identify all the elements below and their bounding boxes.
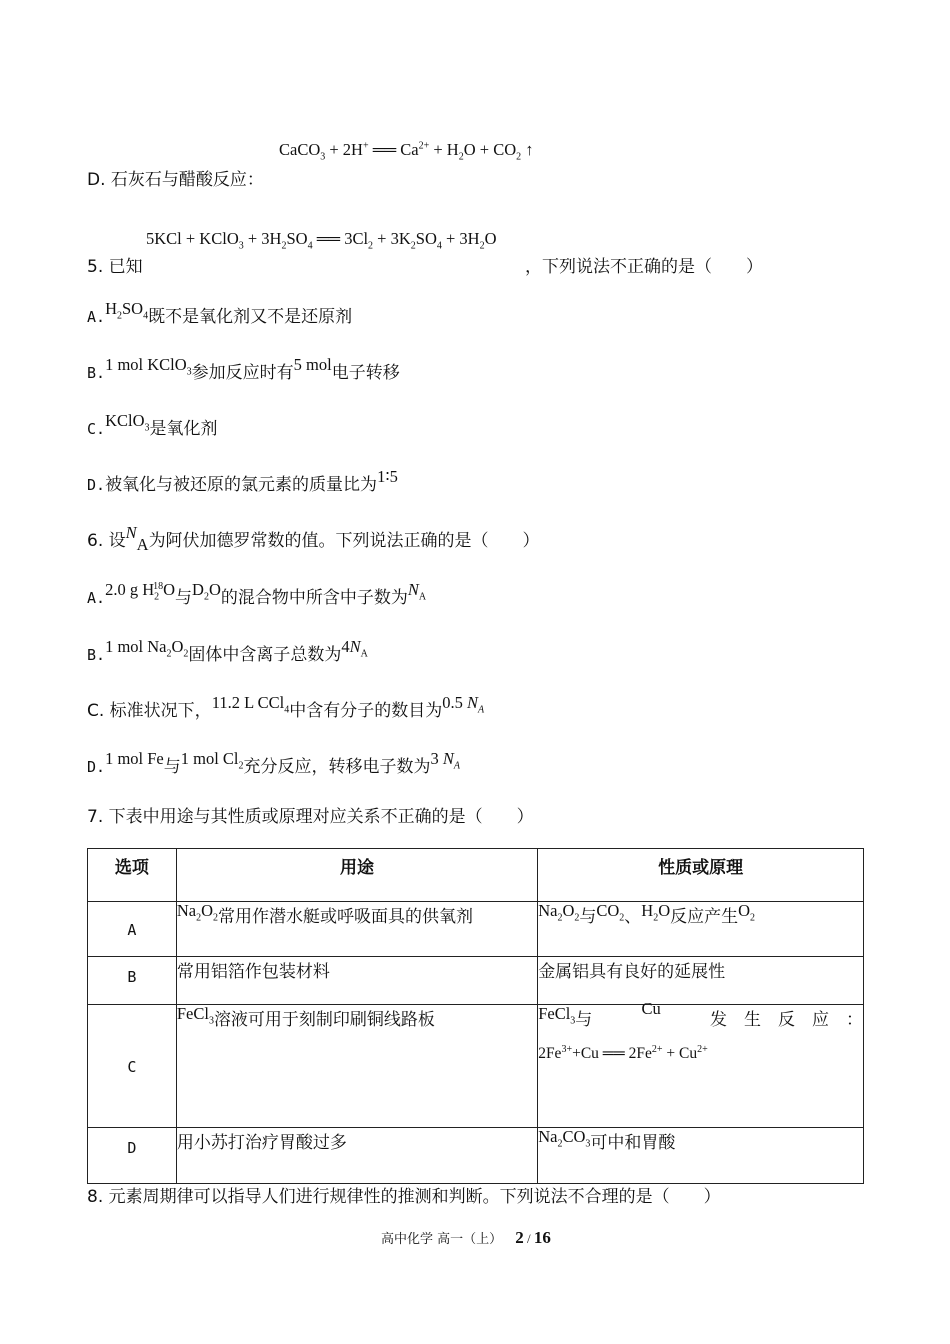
option-label: D: [127, 1139, 137, 1157]
option-label: B: [127, 968, 137, 986]
q5-stem-a: 5. 已知: [87, 257, 143, 277]
table-row: [88, 1128, 864, 1184]
property-cell: 金属铝具有良好的延展性: [538, 957, 864, 1005]
q5-option-c: C.KClO$_3$是氧化剂: [87, 411, 218, 439]
table-header-row: [88, 849, 864, 902]
header-option: 选项: [88, 849, 177, 902]
page-total: 16: [533, 1228, 551, 1247]
option-label: A: [127, 920, 137, 939]
table-row: [88, 902, 864, 957]
q7-table: [87, 848, 864, 1184]
q5-option-a: $A.H_2SO_4$既不是氧化剂又不是还原剂: [87, 299, 353, 327]
q6-option-b: B.1 mol $Na_2O_2$固体中含离子总数为$4N_A$: [87, 637, 368, 665]
q5-option-b: B.1 mol KClO$_3$参加反应时有5 mol电子转移: [87, 355, 400, 383]
q8-stem: 8. 元素周期律可以指导人们进行规律性的推测和判断。下列说法不合理的是（ ）: [87, 1187, 721, 1207]
q6-option-d: D.1 mol Fe与1 mol $Cl_2$充分反应，转移电子数为3 $N_A$: [87, 749, 460, 777]
header-use: 用途: [176, 849, 537, 902]
header-property: 性质或原理: [538, 849, 864, 902]
use-cell: 常用铝箔作包装材料: [176, 957, 537, 1005]
option-label: C: [127, 1057, 137, 1076]
q6-stem: 6. 设$N_A$为阿伏加德罗常数的值。下列说法正确的是（ ）: [87, 523, 540, 555]
footer-course: 高中化学 高一（上）: [381, 1232, 503, 1247]
use-cell: $Na_2O_2$常用作潜水艇或呼吸面具的供氧剂: [176, 902, 537, 957]
q4d-label: D. 石灰石与醋酸反应：: [87, 170, 264, 190]
q5-stem-b: ，下列说法不正确的是（ ）: [525, 257, 763, 277]
page-footer: 高中化学 高一（上） 2 / 16: [381, 1228, 551, 1247]
property-cell: $Na_2O_2$与$CO_2$、$H_2O$反应产生$O_2$: [538, 902, 864, 957]
q6-option-a: A.2.0 g $H_2^{18}O$与$D_2O$的混合物中所含中子数为$N_A$: [87, 580, 427, 608]
q4d-equation: CaCO$_3$ + 2H+ ══ $Ca^{2+} + H_2O + CO_2$ ↑: [279, 140, 534, 163]
reaction-equation: $2Fe^{3+}+Cu$ ══ $2Fe^{2+} + Cu^{2+}$: [538, 1044, 708, 1063]
table-row: [88, 957, 864, 1005]
q5-equation: 5KCl + KClO$_3$ + $3H_2SO_4$ ══ $3Cl_2 + 3K_2SO_4 + 3H_2O$: [146, 229, 497, 252]
page-number: 2: [515, 1228, 524, 1247]
q5-option-d: D.被氧化与被还原的氯元素的质量比为1∶5: [87, 467, 398, 495]
q7-stem: 7. 下表中用途与其性质或原理对应关系不正确的是（ ）: [87, 807, 534, 827]
property-cell: $Na_2CO_3$可中和胃酸: [538, 1128, 864, 1184]
use-cell: FeCl$_3$溶液可用于刻制印刷铜线路板: [176, 1005, 537, 1128]
table-row: [88, 1005, 864, 1128]
q6-option-c: C. 标准状况下，11.2 L CCl$_4$中含有分子的数目为0.5 $N_A$: [87, 693, 485, 721]
use-cell: 用小苏打治疗胃酸过多: [176, 1128, 537, 1184]
property-cell: FeCl$_3$与 Cu 发 生 反 应 ： $2Fe^{3+}+Cu$ ══ $2Fe^{2+} + Cu^{2+}$: [538, 1005, 864, 1128]
